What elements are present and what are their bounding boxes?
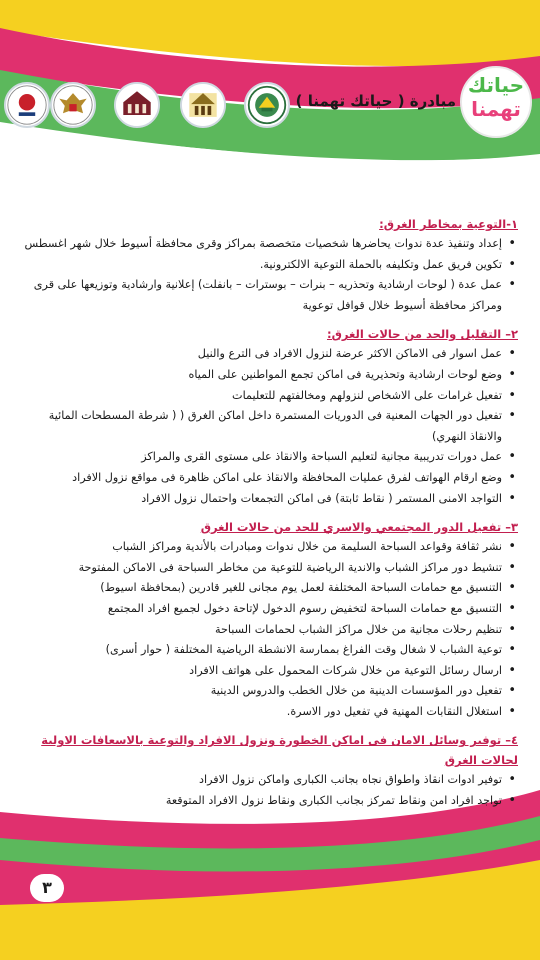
list-item: • التنسيق مع حمامات السباحة لتخفيض رسوم الدخول لإتاحة دخول لجميع افراد المجتمع [18, 599, 518, 620]
section-4-title: ٤– توفير وسائل الامان فى اماكن الخطورة ونزول الافراد والتوعية بالاسعافات الاولية لحالات الغرق [41, 733, 518, 768]
list-item: • عمل دورات تدريبية مجانية لتعليم السباحة والانقاذ على مستوى القرى والمراكز [18, 447, 518, 468]
logo-line2: تهمنا [471, 97, 521, 121]
document-body [18, 210, 518, 820]
list-item: • عمل اسوار فى الاماكن الاكثر عرضة لنزول الافراد فى الترع والنيل [18, 344, 518, 365]
initiative-title: مبادرة ( حياتك تهمنا ) [295, 92, 456, 110]
ministry-youth-sports-eagle-icon [50, 82, 96, 128]
section-1-title: ١-التوعية بمخاطر الغرق: [379, 217, 518, 231]
list-item: • تفعيل دور المؤسسات الدينية من خلال الخطب والدروس الدينية [18, 681, 518, 702]
list-item: • تكوين فريق عمل وتكليفه بالحملة التوعية الالكترونية. [18, 255, 518, 276]
section-1 [18, 214, 518, 316]
section-2-title: ٢– التقليل والحد من حالات الغرق: [326, 327, 518, 342]
section-1-list [18, 234, 518, 316]
logo-line1: حياتك [467, 73, 525, 97]
section-4-list [18, 770, 518, 811]
section-3-title: ٣– تفعيل الدور المجتمعي والاسري للحد من حالات الغرق [200, 520, 518, 535]
section-2 [18, 324, 518, 509]
list-item: • تفعيل دور الجهات المعنية فى الدوريات المستمرة داخل اماكن الغرق ( ( شرطة المسطحات المائية والانقاذ النهري) [18, 406, 518, 447]
list-item: • تواجد افراد امن ونقاط تمركز بجانب الكبارى ونقاط نزول الافراد المتوقعة [18, 791, 518, 812]
section-4 [18, 730, 518, 811]
list-item: • توعية الشباب لا شغال وقت الفراغ بممارسة الانشطة الرياضية المختلفة ( حوار أسرى) [18, 640, 518, 661]
list-item: • التواجد الامنى المستمر ( نقاط ثابتة) فى اماكن التجمعات واحتمال نزول الافراد [18, 489, 518, 510]
list-item: • التنسيق مع حمامات السباحة المختلفة لعمل يوم مجانى للغير قادرين (بمحافظة اسيوط) [18, 578, 518, 599]
library-building-icon [114, 82, 160, 128]
section-3-list [18, 537, 518, 722]
section-2-list [18, 344, 518, 509]
list-item: • نشر ثقافة وقواعد السباحة السليمة من خلال ندوات ومبادرات بالأندية ومراكز الشباب [18, 537, 518, 558]
section-3 [18, 517, 518, 722]
list-item: • وضع ارقام الهواتف لفرق عمليات المحافظة والانقاذ على اماكن ظاهرة فى مواقع نزول الافراد [18, 468, 518, 489]
ministry-logo-icon [4, 82, 50, 128]
assiut-governorate-seal-icon [244, 82, 290, 128]
list-item: • تنشيط دور مراكز الشباب والاندية الرياضية للتوعية من مخاطر السباحة فى الاماكن المفتوحة [18, 558, 518, 579]
page-number: ٣ [30, 874, 64, 902]
list-item: • استغلال النقابات المهنية في تفعيل دور الاسرة. [18, 702, 518, 723]
list-item: • توفير ادوات انقاذ واطواق نجاه بجانب الكبارى واماكن نزول الافراد [18, 770, 518, 791]
list-item: • عمل عدة ( لوحات ارشادية وتحذريه – بنرات – بوسترات – بانفلت) إعلانية وارشادية وتوزيعها على قرى ومراكز محافظة أسيوط خلال قوافل توعوية [18, 275, 518, 316]
list-item: • إعداد وتنفيذ عدة ندوات يحاضرها شخصيات متخصصة بمراكز وقرى محافظة أسيوط خلال شهر اغسطس [18, 234, 518, 255]
list-item: • وضع لوحات ارشادية وتحذيرية فى اماكن تجمع المواطنين على المياه [18, 365, 518, 386]
list-item: • ارسال رسائل التوعية من خلال شركات المحمول على هواتف الافراد [18, 661, 518, 682]
assiut-university-seal-icon [180, 82, 226, 128]
hayatak-tehemna-logo [460, 66, 532, 138]
list-item: • تفعيل غرامات على الاشخاص لنزولهم ومخالفتهم للتعليمات [18, 386, 518, 407]
list-item: • تنظيم رحلات مجانية من خلال مراكز الشباب لحمامات السباحة [18, 620, 518, 641]
